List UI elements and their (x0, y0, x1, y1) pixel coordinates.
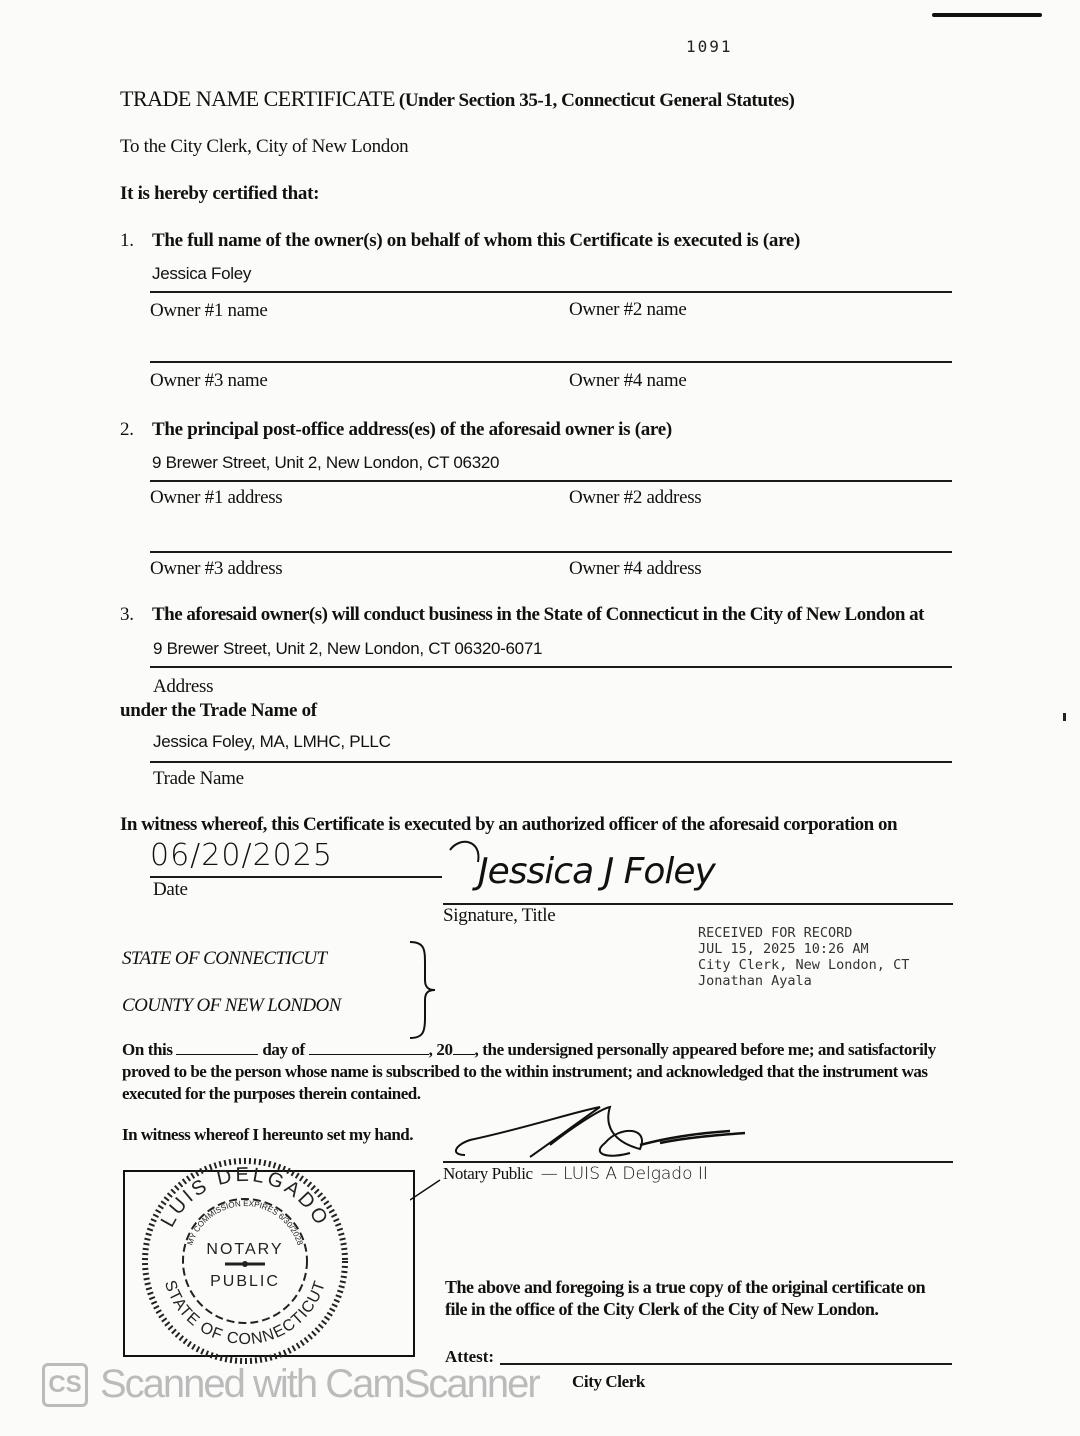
ack-year-blank[interactable] (453, 1054, 475, 1055)
attest-label: Attest: (445, 1347, 495, 1366)
notary-witness-text: In witness whereof I hereunto set my hand. (122, 1125, 414, 1144)
owner-signature-text: Jessica J Foley (478, 851, 715, 892)
intro-text: It is hereby certified that: (120, 183, 320, 204)
acknowledgment-line-2: proved to be the person whose name is subscribed to the within instrument; and acknowledged that the instrument was (122, 1062, 928, 1081)
trade-name-label: Trade Name (153, 768, 244, 789)
notary-handwritten-name: — LUIS A Delgado II (540, 1164, 708, 1184)
received-stamp (698, 925, 909, 989)
top-edge-mark (932, 13, 1042, 17)
date-value[interactable]: 06/20/2025 (150, 838, 333, 873)
state-label: STATE OF CONNECTICUT (122, 948, 327, 969)
owner1-name-label: Owner #1 name (150, 300, 268, 321)
owner-address-line-2 (150, 551, 952, 553)
notary-signature (410, 1105, 770, 1215)
brace (405, 940, 440, 1040)
witness-text: In witness whereof, this Certificate is executed by an authorized officer of the aforesaid corporation on (120, 814, 898, 835)
camscanner-logo-text: CS (48, 1370, 82, 1398)
business-address-label: Address (153, 676, 214, 697)
trade-name-heading: under the Trade Name of (120, 700, 317, 721)
owner1-name-value[interactable]: Jessica Foley (152, 264, 252, 283)
notary-label: Notary Public (443, 1164, 533, 1183)
document-title (120, 86, 794, 112)
date-label: Date (153, 879, 188, 900)
seal-state: STATE OF CONNECTICUT (160, 1278, 330, 1349)
acknowledgment-line-3: executed for the purposes therein contained. (122, 1084, 421, 1103)
owner2-address-label: Owner #2 address (569, 487, 702, 508)
owner4-name-label: Owner #4 name (569, 370, 687, 391)
certification-line-2: file in the office of the City Clerk of the City of New London. (445, 1299, 879, 1319)
section2-text: The principal post-office address(es) of the aforesaid owner is (are) (152, 419, 672, 440)
seal-commission: MY COMMISSION EXPIRES 6/30/2028 (185, 1198, 305, 1247)
trade-name-value[interactable]: Jessica Foley, MA, LMHC, PLLC (153, 732, 391, 751)
seal-center-top: NOTARY (206, 1241, 284, 1258)
certification-line-1: The above and foregoing is a true copy of the original certificate on (445, 1277, 926, 1297)
addressee: To the City Clerk, City of New London (120, 136, 409, 157)
seal-center-bottom: PUBLIC (210, 1273, 280, 1290)
owner3-address-label: Owner #3 address (150, 558, 283, 579)
section1-text: The full name of the owner(s) on behalf of whom this Certificate is executed is (are) (152, 230, 801, 251)
camscanner-logo (42, 1363, 88, 1407)
ack-day-blank[interactable] (176, 1054, 258, 1055)
owner-address-line-1 (150, 480, 952, 482)
date-line (150, 876, 442, 878)
trade-name-line (150, 761, 952, 763)
title-subtitle: (Under Section 35-1, Connecticut General Statutes) (398, 90, 795, 111)
city-clerk-label: City Clerk (572, 1372, 645, 1391)
section2-number: 2. (120, 419, 134, 440)
ack-month-blank[interactable] (309, 1054, 429, 1055)
business-address-value[interactable]: 9 Brewer Street, Unit 2, New London, CT 06320-6071 (153, 639, 543, 658)
owner-name-line-2 (150, 361, 952, 363)
stamp-line-2: JUL 15, 2025 10:26 AM (698, 941, 869, 957)
owner-signature (478, 846, 778, 900)
camscanner-watermark (42, 1362, 539, 1407)
business-address-line (150, 666, 952, 668)
stamp-line-4: Jonathan Ayala (698, 973, 812, 989)
section1-number: 1. (120, 230, 134, 251)
stamp-line-3: City Clerk, New London, CT (698, 957, 910, 973)
stamp-line-1: RECEIVED FOR RECORD (698, 925, 853, 941)
owner-name-line-1 (150, 291, 952, 293)
owner4-address-label: Owner #4 address (569, 558, 702, 579)
stray-mark (1063, 713, 1066, 721)
attest-line[interactable] (500, 1363, 952, 1365)
section3-number: 3. (120, 604, 134, 625)
ack-year-prefix: , 20 (428, 1040, 453, 1059)
owner2-name-label: Owner #2 name (569, 299, 687, 320)
notary-label-row (443, 1164, 708, 1184)
ack-day-of: day of (262, 1040, 305, 1059)
acknowledgment-line-1 (122, 1040, 936, 1060)
ack-on-this: On this (122, 1040, 173, 1059)
page-number: 1091 (686, 37, 733, 56)
owner1-address-value[interactable]: 9 Brewer Street, Unit 2, New London, CT 06320 (152, 453, 500, 472)
section3-text: The aforesaid owner(s) will conduct business in the State of Connecticut in the City of New London at (152, 604, 924, 625)
title-main: TRADE NAME CERTIFICATE (120, 86, 395, 111)
signature-label: Signature, Title (443, 905, 556, 926)
camscanner-text: Scanned with CamScanner (100, 1362, 539, 1406)
county-label: COUNTY OF NEW LONDON (122, 995, 341, 1016)
ack-rest: , the undersigned personally appeared before me; and satisfactorily (474, 1040, 936, 1059)
seal-name: LUIS DELGADO (156, 1163, 334, 1231)
owner1-address-label: Owner #1 address (150, 487, 283, 508)
notary-line (443, 1161, 953, 1163)
notary-seal (140, 1156, 350, 1366)
owner3-name-label: Owner #3 name (150, 370, 268, 391)
